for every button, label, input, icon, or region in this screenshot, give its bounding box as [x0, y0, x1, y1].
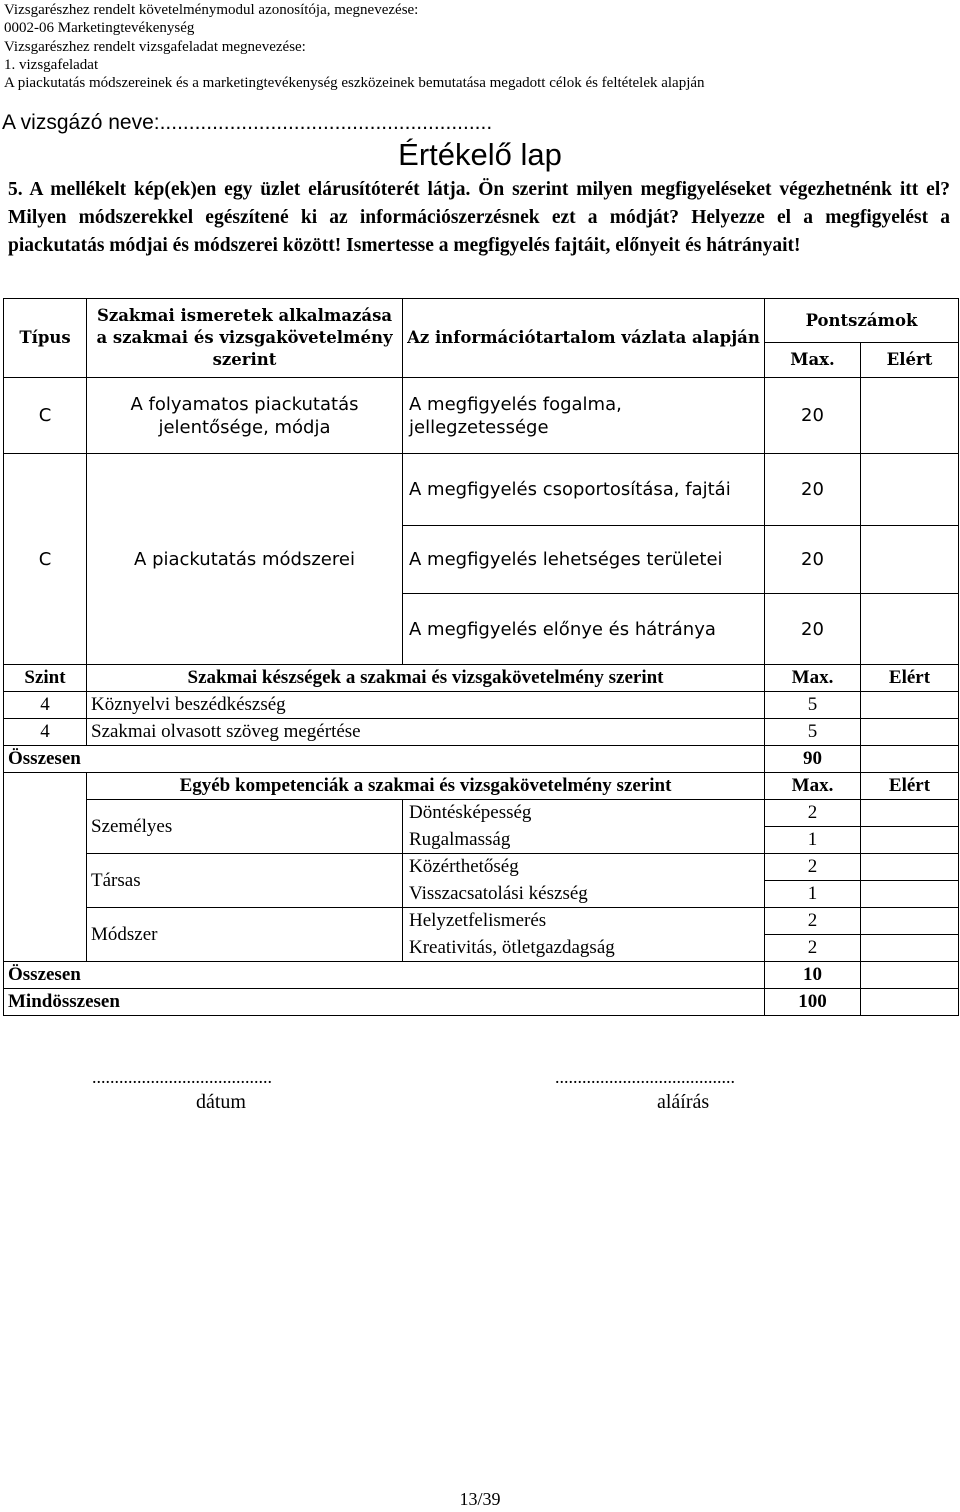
group2-row2-elert[interactable] — [861, 526, 959, 594]
header-module-value: 0002-06 Marketingtevékenység — [4, 20, 195, 36]
skill2-max: 5 — [765, 719, 861, 746]
group2-row3-info: A megfigyelés előnye és hátránya — [403, 594, 765, 665]
col-header-szakmai: Szakmai ismeretek alkalmazása a szakmai és vizsgakövetelmény szerint — [87, 299, 403, 378]
group2-szakmai: A piackutatás módszerei — [87, 454, 403, 665]
col-header-elert: Elért — [861, 343, 959, 378]
col-header-info: Az információtartalom vázlata alapján — [403, 299, 765, 378]
skills-header-szint: Szint — [4, 665, 87, 692]
comp-item-rugalmassag-elert[interactable] — [861, 827, 959, 854]
group2-row2-info: A megfigyelés lehetséges területei — [403, 526, 765, 594]
row1-elert[interactable] — [861, 378, 959, 454]
comp-item-dontes-elert[interactable] — [861, 800, 959, 827]
group2-row3-elert[interactable] — [861, 594, 959, 665]
comp-group-szemelyes: Személyes — [87, 800, 403, 854]
col-header-pontszamok: Pontszámok — [765, 299, 959, 343]
group2-row2-max: 20 — [765, 526, 861, 594]
group2-row3-max: 20 — [765, 594, 861, 665]
comp-item-rugalmassag: Rugalmasság — [403, 827, 765, 854]
col-header-tipus: Típus — [4, 299, 87, 378]
row1-max: 20 — [765, 378, 861, 454]
total2-value: 10 — [765, 962, 861, 989]
row1-szakmai: A folyamatos piackutatás jelentősége, módja — [87, 378, 403, 454]
row1-info: A megfigyelés fogalma, jellegzetessége — [403, 378, 765, 454]
skills-table — [3, 664, 959, 1016]
comp-item-dontes: Döntésképesség — [403, 800, 765, 827]
comp-item-kreativitas-elert[interactable] — [861, 935, 959, 962]
comp-left-blank — [4, 773, 87, 962]
comp-item-kozerthetoseg-elert[interactable] — [861, 854, 959, 881]
skill1-max: 5 — [765, 692, 861, 719]
total1-elert[interactable] — [861, 746, 959, 773]
grand-total-label: Mindösszesen — [4, 989, 765, 1016]
date-dots: ........................................ — [92, 1067, 272, 1087]
header-task-number: 1. vizsgafeladat — [4, 57, 99, 73]
group2-row1-info: A megfigyelés csoportosítása, fajtái — [403, 454, 765, 526]
page-number: 13/39 — [459, 1489, 501, 1509]
total1-label: Összesen — [4, 746, 765, 773]
total2-elert[interactable] — [861, 962, 959, 989]
group2-tipus: C — [4, 454, 87, 665]
page-title: Értékelő lap — [398, 137, 562, 172]
signature-label: aláírás — [657, 1091, 710, 1113]
skill1-elert[interactable] — [861, 692, 959, 719]
date-label: dátum — [196, 1091, 246, 1113]
comp-item-helyzetfelismeres-elert[interactable] — [861, 908, 959, 935]
group2-row1-max: 20 — [765, 454, 861, 526]
knowledge-table — [3, 298, 959, 665]
comp-item-visszacsatolas-max: 1 — [765, 881, 861, 908]
skill2-szint: 4 — [4, 719, 87, 746]
skill1-name: Köznyelvi beszédkészség — [87, 692, 765, 719]
skills-header-max: Max. — [765, 665, 861, 692]
comp-group-modszer: Módszer — [87, 908, 403, 962]
comp-header-max: Max. — [765, 773, 861, 800]
header-module-label: Vizsgarészhez rendelt követelménymodul azonosítója, megnevezése: — [4, 2, 419, 18]
comp-header-title: Egyéb kompetenciák a szakmai és vizsgakövetelmény szerint — [87, 773, 765, 800]
skill2-name: Szakmai olvasott szöveg megértése — [87, 719, 765, 746]
comp-item-rugalmassag-max: 1 — [765, 827, 861, 854]
comp-header-elert: Elért — [861, 773, 959, 800]
col-header-max: Max. — [765, 343, 861, 378]
comp-item-kozerthetoseg: Közérthetőség — [403, 854, 765, 881]
candidate-name-line: A vizsgázó neve:......................................................... — [2, 111, 493, 134]
comp-group-tarsas: Társas — [87, 854, 403, 908]
comp-item-visszacsatolas: Visszacsatolási készség — [403, 881, 765, 908]
total2-label: Összesen — [4, 962, 765, 989]
comp-item-helyzetfelismeres: Helyzetfelismerés — [403, 908, 765, 935]
comp-item-kreativitas: Kreativitás, ötletgazdagság — [403, 935, 765, 962]
header-task-description: A piackutatás módszereinek és a marketingtevékenység eszközeinek bemutatása megadott célok és feltételek alapján — [4, 75, 705, 91]
skill2-elert[interactable] — [861, 719, 959, 746]
comp-item-helyzetfelismeres-max: 2 — [765, 908, 861, 935]
comp-item-visszacsatolas-elert[interactable] — [861, 881, 959, 908]
total1-value: 90 — [765, 746, 861, 773]
comp-item-dontes-max: 2 — [765, 800, 861, 827]
group2-row1-elert[interactable] — [861, 454, 959, 526]
header-task-label: Vizsgarészhez rendelt vizsgafeladat megnevezése: — [4, 39, 306, 55]
task-question: 5. A mellékelt kép(ek)en egy üzlet elárusítóterét látja. Ön szerint milyen megfigyeléseket végezhetnénk itt el? Milyen módszerekkel egészítené ki az információszerzésnek ezt a módját? Helyezze el a megfigyelést a piackutatás módjai és módszerei között! Ismertesse a megfigyelés fajtáit, előnyeit és hátrányait! — [8, 179, 950, 256]
comp-item-kozerthetoseg-max: 2 — [765, 854, 861, 881]
grand-total-elert[interactable] — [861, 989, 959, 1016]
skills-header-elert: Elért — [861, 665, 959, 692]
row1-tipus: C — [4, 378, 87, 454]
comp-item-kreativitas-max: 2 — [765, 935, 861, 962]
skills-header-title: Szakmai készségek a szakmai és vizsgakövetelmény szerint — [87, 665, 765, 692]
skill1-szint: 4 — [4, 692, 87, 719]
signature-dots: ........................................ — [555, 1067, 735, 1087]
grand-total-value: 100 — [765, 989, 861, 1016]
